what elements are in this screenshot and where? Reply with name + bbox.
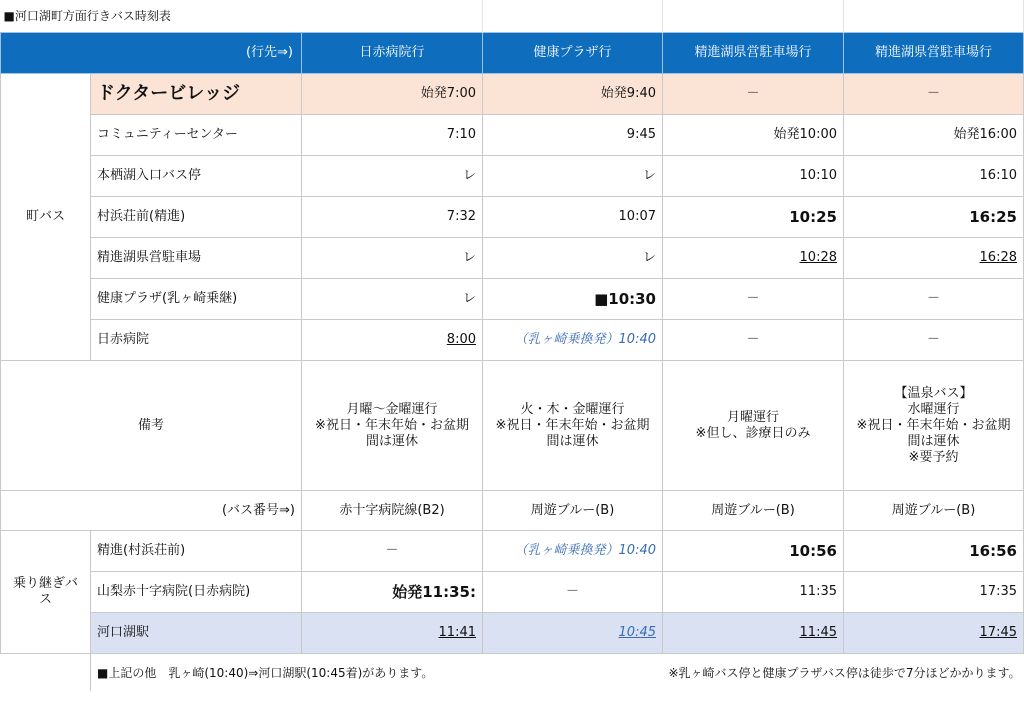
stop-name: 本栖湖入口バス停 — [91, 156, 302, 197]
stop-name: 村浜荘前(精進) — [91, 197, 302, 238]
page-title: ■河口湖町方面行きバス時刻表 — [3, 9, 171, 23]
town-bus-group-label: 町バス — [1, 74, 91, 361]
remark-line: 月曜運行 — [726, 409, 779, 425]
time-cell: レ — [302, 156, 483, 197]
table-row — [1, 74, 1024, 115]
time-cell: － — [844, 320, 1024, 361]
stop-name: コミュニティーセンター — [91, 115, 302, 156]
remark-line: ※要予約 — [908, 449, 959, 465]
time-cell: － — [302, 531, 483, 572]
remark-line: 月曜～金曜運行 — [346, 401, 438, 417]
remarks-label: 備考 — [1, 361, 302, 491]
stop-name: 河口湖駅 — [91, 613, 302, 654]
time-cell: 10:45 — [483, 613, 663, 654]
time-cell: 始発11:35: — [302, 572, 483, 613]
time-cell: 16:25 — [844, 197, 1024, 238]
time-cell: 7:10 — [302, 115, 483, 156]
bus-number-cell: 赤十字病院線(B2) — [302, 491, 483, 531]
time-cell: 始発10:00 — [663, 115, 844, 156]
destination-2: 健康プラザ行 — [483, 33, 663, 74]
time-cell: ■10:30 — [483, 279, 663, 320]
time-cell: － — [663, 320, 844, 361]
remark-1 — [302, 361, 483, 491]
time-cell: 8:00 — [302, 320, 483, 361]
remark-line: 【温泉バス】 — [894, 385, 973, 401]
time-cell: 16:28 — [844, 238, 1024, 279]
remark-3 — [663, 361, 844, 491]
time-cell: （乳ヶ崎乗換発）10:40 — [483, 531, 663, 572]
footer-note-1: ■上記の他 乳ヶ崎(10:40)⇒河口湖駅(10:45着)があります。 — [91, 654, 663, 692]
time-cell: 始発9:40 — [483, 74, 663, 115]
stop-name: 精進湖県営駐車場 — [91, 238, 302, 279]
time-cell: 10:56 — [663, 531, 844, 572]
stop-name: ドクタービレッジ — [91, 74, 302, 115]
destination-3: 精進湖県営駐車場行 — [663, 33, 844, 74]
time-cell: 17:45 — [844, 613, 1024, 654]
remark-line: ※祝日・年末年始・お盆期 — [315, 417, 469, 433]
title-row — [1, 0, 1024, 33]
time-cell: 16:56 — [844, 531, 1024, 572]
remark-line: ※但し、診療日のみ — [695, 425, 811, 441]
transfer-bus-group-label: 乗り継ぎバス — [1, 531, 91, 654]
time-cell: レ — [483, 238, 663, 279]
table-row — [1, 156, 1024, 197]
time-cell: 11:45 — [663, 613, 844, 654]
time-cell: レ — [483, 156, 663, 197]
table-row — [1, 115, 1024, 156]
remarks-row — [1, 361, 1024, 491]
table-row — [1, 197, 1024, 238]
time-cell: レ — [302, 238, 483, 279]
remark-line: 間は運休 — [907, 433, 960, 449]
time-cell: 10:10 — [663, 156, 844, 197]
remark-line: 間は運休 — [546, 433, 599, 449]
remark-line: ※祝日・年末年始・お盆期 — [495, 417, 650, 433]
time-cell: 11:41 — [302, 613, 483, 654]
time-cell: － — [844, 74, 1024, 115]
bus-number-cell: 周遊ブルー(B) — [663, 491, 844, 531]
time-cell: 16:10 — [844, 156, 1024, 197]
time-cell: － — [844, 279, 1024, 320]
remark-line: 火・木・金曜運行 — [520, 401, 625, 417]
time-cell: 17:35 — [844, 572, 1024, 613]
time-cell: 10:28 — [663, 238, 844, 279]
time-cell: （乳ヶ崎乗換発）10:40 — [483, 320, 663, 361]
time-cell: － — [663, 279, 844, 320]
bus-number-cell: 周遊ブルー(B) — [483, 491, 663, 531]
stop-name: 精進(村浜荘前) — [91, 531, 302, 572]
stop-name: 健康プラザ(乳ヶ崎乗継) — [91, 279, 302, 320]
time-cell: 始発7:00 — [302, 74, 483, 115]
remark-line: 水曜運行 — [907, 401, 960, 417]
table-row — [1, 572, 1024, 613]
time-cell: 10:07 — [483, 197, 663, 238]
time-cell: 始発16:00 — [844, 115, 1024, 156]
time-cell: － — [483, 572, 663, 613]
table-row — [1, 320, 1024, 361]
time-cell: 10:25 — [663, 197, 844, 238]
stop-name: 山梨赤十字病院(日赤病院) — [91, 572, 302, 613]
footer-note-2: ※乳ヶ崎バス停と健康プラザバス停は徒歩で7分ほどかかります。 — [663, 654, 1024, 692]
remark-4 — [844, 361, 1024, 491]
bus-number-cell: 周遊ブルー(B) — [844, 491, 1024, 531]
time-cell: レ — [302, 279, 483, 320]
destination-1: 日赤病院行 — [302, 33, 483, 74]
footer-row — [1, 654, 1024, 692]
bus-number-row — [1, 491, 1024, 531]
table-row — [1, 238, 1024, 279]
table-row — [1, 531, 1024, 572]
direction-label: (行先⇒) — [1, 33, 302, 74]
time-cell: 11:35 — [663, 572, 844, 613]
time-cell: 7:32 — [302, 197, 483, 238]
bus-number-label: (バス番号⇒) — [1, 491, 302, 531]
remark-line: ※祝日・年末年始・お盆期 — [856, 417, 1011, 433]
time-cell: － — [663, 74, 844, 115]
header-row — [1, 33, 1024, 74]
table-row — [1, 613, 1024, 654]
stop-name: 日赤病院 — [91, 320, 302, 361]
time-cell: 9:45 — [483, 115, 663, 156]
remark-2 — [483, 361, 663, 491]
remark-line: 間は運休 — [365, 433, 418, 449]
table-row — [1, 279, 1024, 320]
destination-4: 精進湖県営駐車場行 — [844, 33, 1024, 74]
